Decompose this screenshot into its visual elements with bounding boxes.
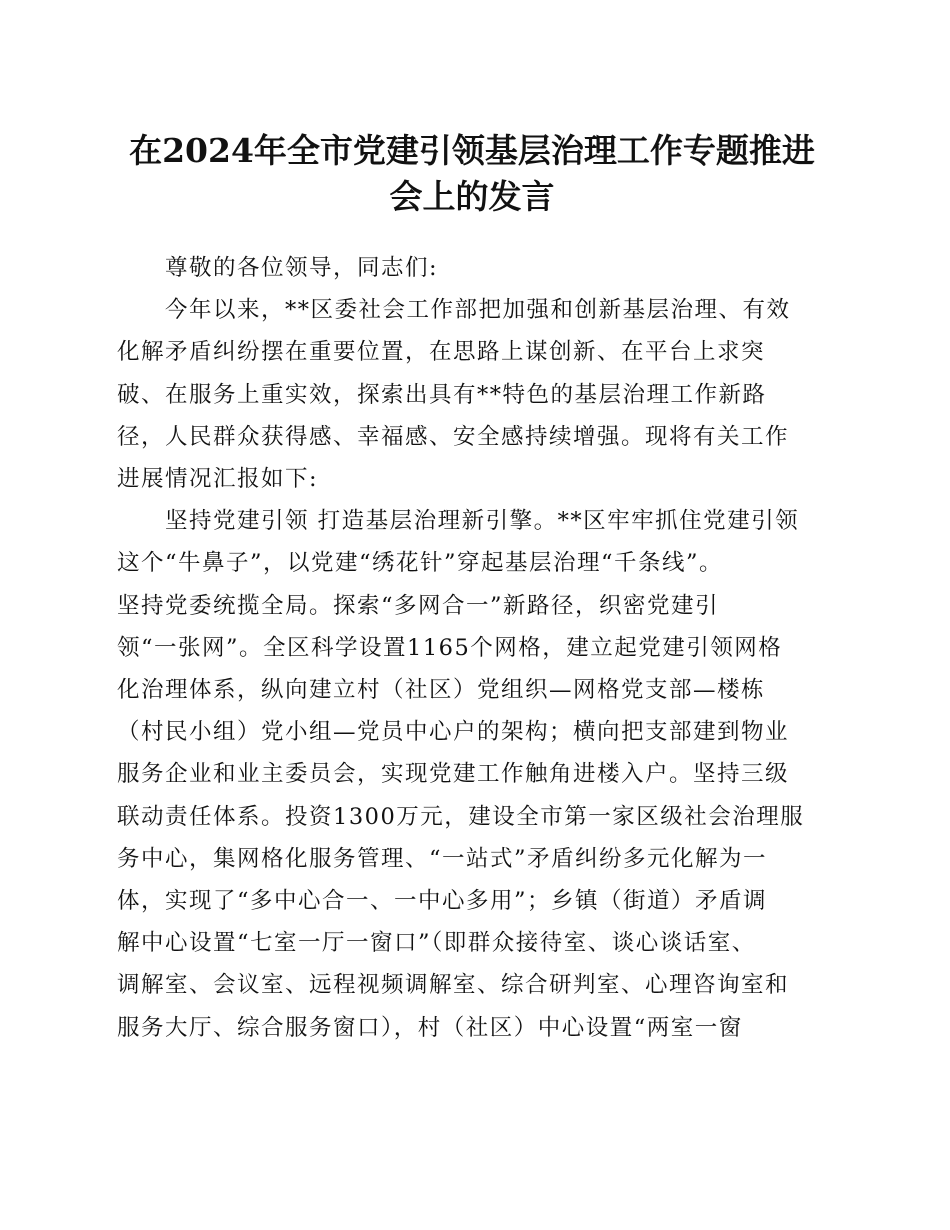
- salutation: 尊敬的各位领导，同志们:: [165, 255, 439, 281]
- text-line: 体，实现了“多中心合一、一中心多用”；乡镇（街道）矛盾调: [117, 888, 768, 915]
- text-line: 坚持党委统揽全局。探索“多网合一”新路径，织密党建引: [117, 592, 720, 619]
- text-line: 这个“牛鼻子”，以党建“绣花针”穿起基层治理“千条线”。: [117, 550, 724, 577]
- document-body: [117, 247, 827, 1049]
- text-line: （村民小组）党小组—党员中心户的架构；横向把支部建到物业: [117, 719, 790, 746]
- title-line-1: 在2024年全市党建引领基层治理工作专题推进: [129, 131, 815, 170]
- text-line: 进展情况汇报如下:: [117, 466, 319, 493]
- text-line: 今年以来，**区委社会工作部把加强和创新基层治理、有效: [165, 297, 791, 324]
- paragraph-party-building: [117, 500, 827, 1049]
- text-line: 服务大厅、综合服务窗口），村（社区）中心设置“两室一窗: [117, 1014, 743, 1041]
- text-line: 调解室、会议室、远程视频调解室、综合研判室、心理咨询室和: [117, 972, 790, 999]
- text-line: 领“一张网”。全区科学设置1165个网格，建立起党建引领网格: [117, 634, 783, 661]
- text-line: 化治理体系，纵向建立村（社区）党组织—网格党支部—楼栋: [117, 677, 766, 704]
- title-line-2: 会上的发言: [389, 177, 555, 216]
- document-page: [117, 128, 827, 1049]
- paragraph-intro: [117, 289, 827, 500]
- text-line: 服务企业和业主委员会，实现党建工作触角进楼入户。坚持三级: [117, 761, 790, 788]
- text-line: 径，人民群众获得感、幸福感、安全感持续增强。现将有关工作: [117, 423, 790, 450]
- text-line: 解中心设置“七室一厅一窗口”（即群众接待室、谈心谈话室、: [117, 930, 756, 957]
- text-line: 联动责任体系。投资1300万元，建设全市第一家区级社会治理服: [117, 803, 805, 830]
- salutation-paragraph: [117, 247, 827, 289]
- text-line: 破、在服务上重实效，探索出具有**特色的基层治理工作新路: [117, 381, 767, 408]
- document-title: [117, 128, 827, 220]
- text-line: 化解矛盾纠纷摆在重要位置，在思路上谋创新、在平台上求突: [117, 339, 766, 366]
- text-line: 坚持党建引领 打造基层治理新引擎。**区牢牢抓住党建引领: [165, 508, 800, 535]
- text-line: 务中心，集网格化服务管理、“一站式”矛盾纠纷多元化解为一: [117, 845, 768, 872]
